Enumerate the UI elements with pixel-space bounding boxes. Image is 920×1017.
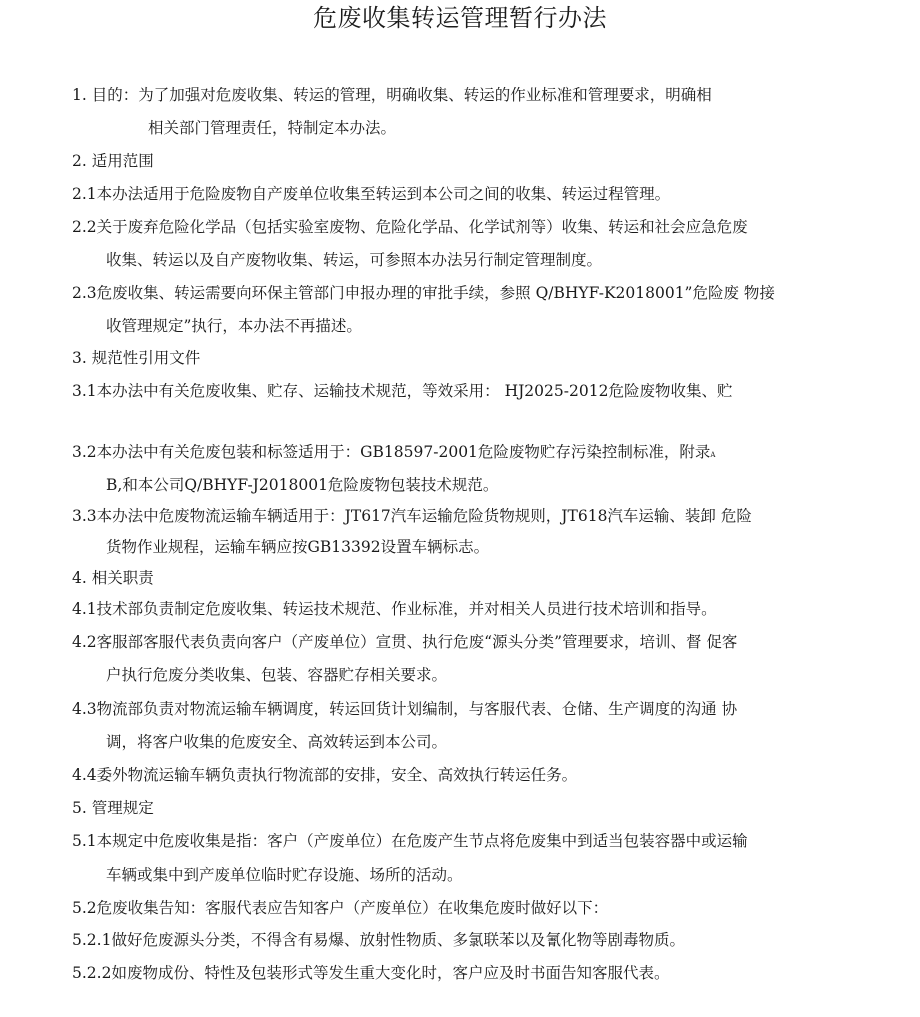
text-line-25: 5.2危废收集告知：客服代表应告知客户（产废单位）在收集危废时做好以下：	[72, 899, 609, 917]
text-line-17: 4.2客服部客服代表负责向客户（产废单位）宣贯、执行危废“源头分类”管理要求，培训、督 促客	[72, 633, 738, 651]
text-line-7: 2.3危废收集、转运需要向环保主管部门申报办理的审批手续，参照 Q/BHYF-K2018001”危险废 物接	[72, 284, 775, 302]
text-line-21: 4.4委外物流运输车辆负责执行物流部的安排，安全、高效执行转运任务。	[72, 766, 578, 784]
text-line-12: B,和本公司Q/BHYF-J2018001危险废物包装技术规范。	[106, 476, 499, 494]
text-line-8: 收管理规定”执行，本办法不再描述。	[106, 317, 362, 335]
text-line-27: 5.2.2如废物成份、特性及包装形式等发生重大变化时，客户应及时书面告知客服代表。	[72, 964, 670, 982]
text-line-6: 收集、转运以及自产废物收集、转运，可参照本办法另行制定管理制度。	[106, 251, 603, 269]
text-line-18: 户执行危废分类收集、包装、容器贮存相关要求。	[106, 666, 448, 684]
text-line-13: 3.3本办法中危废物流运输车辆适用于：JT617汽车运输危险货物规则，JT618汽车运输、装卸 危险	[72, 507, 752, 525]
text-line-24: 车辆或集中到产废单位临时贮存设施、场所的活动。	[106, 866, 463, 884]
text-line-5: 2.2关于废弃危险化学品（包括实验室废物、危险化学品、化学试剂等）收集、转运和社会应急危废	[72, 218, 748, 236]
text-line-10: 3.1本办法中有关危废收集、贮存、运输技术规范，等效采用： HJ2025-2012危险废物收集、贮	[72, 382, 733, 400]
text-line-15: 4. 相关职责	[72, 569, 154, 587]
text-line-9: 3. 规范性引用文件	[72, 349, 201, 367]
text-line-1: 1. 目的：为了加强对危废收集、转运的管理，明确收集、转运的作业标准和管理要求，明确相	[72, 86, 712, 104]
text-line-3: 2. 适用范围	[72, 152, 154, 170]
document-title: 危废收集转运管理暂行办法	[313, 4, 607, 32]
text-line-2: 相关部门管理责任，特制定本办法。	[148, 119, 397, 137]
text-line-11-text: 3.2本办法中有关危废包装和标签适用于：GB18597-2001危险废物贮存污染控制标准，附录	[72, 443, 711, 461]
text-line-16: 4.1技术部负责制定危废收集、转运技术规范、作业标准，并对相关人员进行技术培训和指导。	[72, 600, 717, 618]
text-line-20: 调，将客户收集的危废安全、高效转运到本公司。	[106, 733, 448, 751]
small-mark: A	[710, 451, 716, 459]
text-line-26: 5.2.1做好危废源头分类，不得含有易爆、放射性物质、多氯联苯以及氰化物等剧毒物质。	[72, 931, 685, 949]
text-line-4: 2.1本办法适用于危险废物自产废单位收集至转运到本公司之间的收集、转运过程管理。	[72, 185, 671, 203]
text-line-23: 5.1本规定中危废收集是指：客户（产废单位）在危废产生节点将危废集中到适当包装容器中或运输	[72, 832, 748, 850]
text-line-11	[72, 441, 715, 466]
text-line-14: 货物作业规程，运输车辆应按GB13392设置车辆标志。	[106, 538, 490, 556]
text-line-22: 5. 管理规定	[72, 799, 154, 817]
text-line-19: 4.3物流部负责对物流运输车辆调度，转运回货计划编制，与客服代表、仓储、生产调度的沟通 协	[72, 700, 738, 718]
